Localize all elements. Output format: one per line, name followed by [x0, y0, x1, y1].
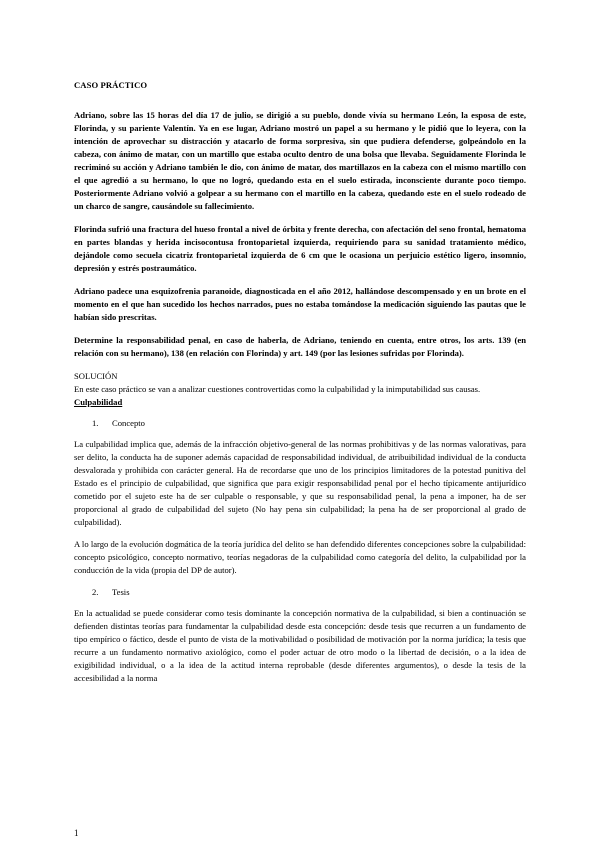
solution-intro: En este caso práctico se van a analizar cuestiones controvertidas como la culpabilidad y la inimputabilidad sus causas. [74, 384, 481, 394]
case-paragraph-diagnosis: Adriano padece una esquizofrenia paranoide, diagnosticada en el año 2012, hallándose descompensado y en un brote en el momento en el que han sucedido los hechos narrados, pues no estaba tomándose la medicación siguiendo las pautas que le habían sido prescritas. [74, 286, 526, 322]
concepto-paragraph-2: A lo largo de la evolución dogmática de la teoría jurídica del delito se han defendido diferentes concepciones sobre la culpabilidad: concepto psicológico, concepto normativo, teorías negadoras de la culpabilidad como categoría del delito, la culpabilidad por la conducción de la vida (propia del DP de autor). [74, 539, 526, 575]
page-content [74, 79, 526, 694]
section-number: 2. [92, 587, 99, 597]
page-number: 1 [74, 828, 79, 838]
solution-title: SOLUCIÓN [74, 371, 118, 381]
section-heading-tesis [74, 586, 526, 599]
culpabilidad-heading: Culpabilidad [74, 397, 123, 407]
case-paragraph-question: Determine la responsabilidad penal, en caso de haberla, de Adriano, teniendo en cuenta, entre otros, los arts. 139 (en relación con su hermano), 138 (en relación con Florinda) y art. 149 (por las lesiones sufridas por Florinda). [74, 335, 526, 358]
section-title: Concepto [112, 418, 145, 428]
section-heading-concepto [74, 417, 526, 430]
tesis-paragraph-1: En la actualidad se puede considerar como tesis dominante la concepción normativa de la culpabilidad, si bien a continuación se defienden distintas teorías para fundamentar la culpabilidad desde esta concepción: desde tesis que recurren a un fundamento de tipo empírico o fáctico, desde el punto de vista de la motivabilidad o posibilidad de motivación por la norma jurídica; la tesis que recurre a un fundamento normativo axiológico, como el poder actuar de otro modo o la libertad de decisión, o a la idea de exigibilidad individual, o a la idea de la actitud interna reprobable (desde diferentes argumentos), o desde la tesis de la accesibilidad a la norma [74, 608, 526, 683]
section-number: 1. [92, 418, 99, 428]
case-title: CASO PRÁCTICO [74, 80, 148, 90]
case-paragraph-facts: Adriano, sobre las 15 horas del día 17 de julio, se dirigió a su pueblo, donde vivía su hermano León, la esposa de este, Florinda, y su pariente Valentín. Ya en ese lugar, Adriano mostró un papel a su hermano y le pidió que lo leyera, con la intención de aprovechar su distracción y atacarlo de forma sorpresiva, sin que pudiera defenderse, golpeándolo en la cabeza, con ánimo de matar, con un martillo que estaba oculto dentro de una bolsa que llevaba. Seguidamente Florinda le recriminó su acción y Adriano también le dio, con ánimo de matar, dos martillazos en la cabeza con el mismo martillo con el que agredió a su hermano, lo que no logró, quedando esta en el suelo estirada, inconsciente durante poco tiempo. Posteriormente Adriano volvió a golpear a su hermano con el martillo en la cabeza, quedando este en el suelo rodeado de un charco de sangre, causándole su fallecimiento. [74, 110, 526, 211]
concepto-paragraph-1: La culpabilidad implica que, además de la infracción objetivo-general de las normas prohibitivas y de las normas valorativas, para ser delito, la conducta ha de suponer además capacidad de responsabilidad individual, de atribuibilidad individual de la conducta desvalorada y prohibida con carácter general. Ha de recordarse que uno de los principios limitadores de la potestad punitiva del Estado es el principio de culpabilidad, que significa que para exigir responsabilidad penal por el hecho típicamente antijurídico cometido por el sujeto este ha de ser culpable o responsable, y que su responsabilidad penal, la pena a imponer, ha de ser proporcional al grado de culpabilidad del sujeto (No hay pena sin culpabilidad; la pena ha de ser proporcional al grado de culpabilidad). [74, 439, 526, 527]
case-paragraph-injuries: Florinda sufrió una fractura del hueso frontal a nivel de órbita y frente derecha, con afectación del seno frontal, hematoma en partes blandas y herida incisocontusa frontoparietal izquierda, requiriendo para su sanidad tratamiento médico, dejándole como secuela cicatriz frontoparietal izquierda de 6 cm que le ocasiona un perjuicio estético ligero, insomnio, depresión y estrés postraumático. [74, 224, 526, 273]
section-title: Tesis [112, 587, 130, 597]
